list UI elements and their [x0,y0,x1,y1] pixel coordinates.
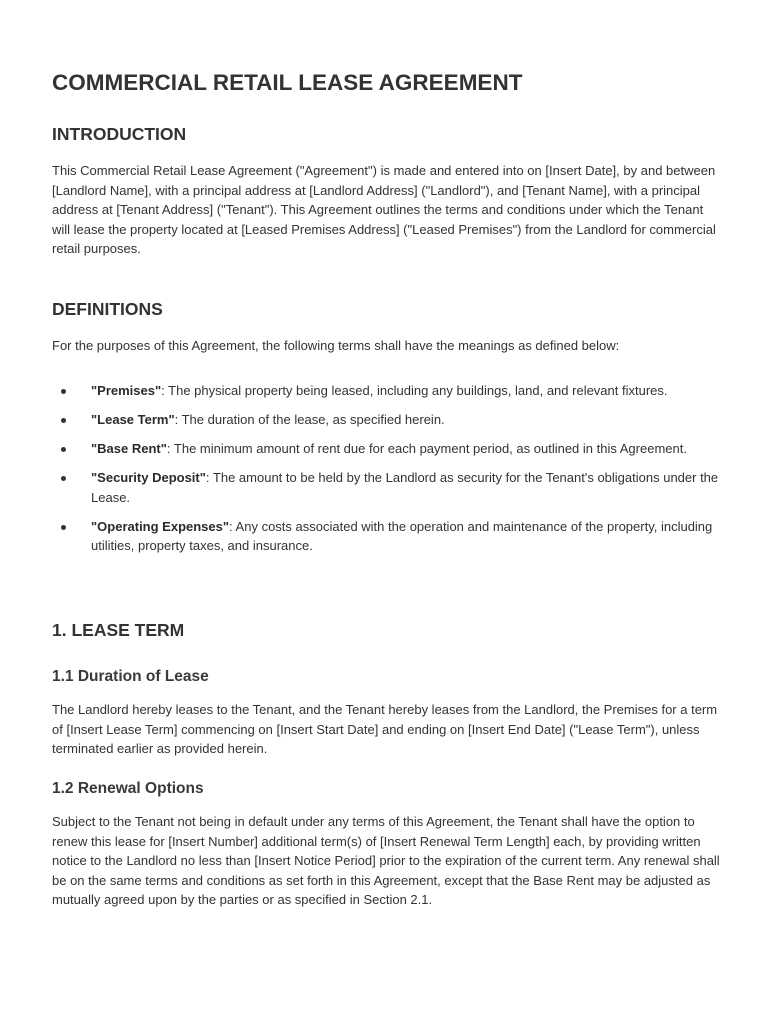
lease-term-heading: 1. LEASE TERM [52,620,185,640]
list-item [52,410,722,430]
definition-text: : The minimum amount of rent due for each payment period, as outlined in this Agreement. [166,440,687,456]
duration-heading: 1.1 Duration of Lease [52,668,209,685]
duration-text: The Landlord hereby leases to the Tenant, and the Tenant hereby leases from the Landlord, the Premises for a term of [Insert Lease Term] commencing on [Insert Start Date] and ending on [Insert End Date] ("Lease Term"), unless terminated earlier as provided herein. [52,702,718,757]
definition-term: "Lease Term" [91,411,175,427]
definition-text: : Any costs associated with the operation and maintenance of the property, including utilities, property taxes, and insurance. [91,518,713,554]
definition-term: "Security Deposit" [91,469,206,485]
list-item [52,468,722,507]
bullet-icon [61,476,66,481]
renewal-heading: 1.2 Renewal Options [52,780,204,797]
definition-text: : The duration of the lease, as specified herein. [174,411,445,427]
list-item [52,439,722,459]
definition-term: "Operating Expenses" [91,518,230,534]
bullet-icon [61,418,66,423]
introduction-heading: INTRODUCTION [52,124,187,144]
definitions-intro: For the purposes of this Agreement, the following terms shall have the meanings as defined below: [52,338,620,353]
definition-text: : The amount to be held by the Landlord as security for the Tenant's obligations under the Lease. [91,469,719,505]
document-title: COMMERCIAL RETAIL LEASE AGREEMENT [52,70,523,95]
introduction-text: This Commercial Retail Lease Agreement ("Agreement") is made and entered into on [Insert Date], by and between [Landlord Name], with a principal address at [Landlord Address] ("Landlord"), and [Tenant Name], with a principal address at [Tenant Address] ("Tenant"). This Agreement outlines the terms and conditions under which the Tenant will lease the property located at [Leased Premises Address] ("Leased Premises") from the Landlord for commercial retail purposes. [52,163,716,257]
definition-term: "Premises" [91,383,162,398]
definition-text: : The physical property being leased, including any buildings, land, and relevant fixtures. [161,383,668,398]
bullet-icon [61,389,66,394]
bullet-icon [61,525,66,530]
renewal-text: Subject to the Tenant not being in default under any terms of this Agreement, the Tenant shall have the option to renew this lease for [Insert Number] additional term(s) of [Insert Renewal Term Length] each, by providing written notice to the Landlord no less than [Insert Notice Period] prior to the expiration of the current term. Any renewal shall be on the same terms and conditions as set forth in this Agreement, except that the Base Rent may be adjusted as mutually agreed upon by the parties or as specified in Section 2.1. [52,814,720,908]
list-item [52,381,722,401]
definition-term: "Base Rent" [91,440,167,456]
list-item [52,517,722,556]
definitions-list [52,381,722,565]
definitions-heading: DEFINITIONS [52,299,163,319]
bullet-icon [61,447,66,452]
